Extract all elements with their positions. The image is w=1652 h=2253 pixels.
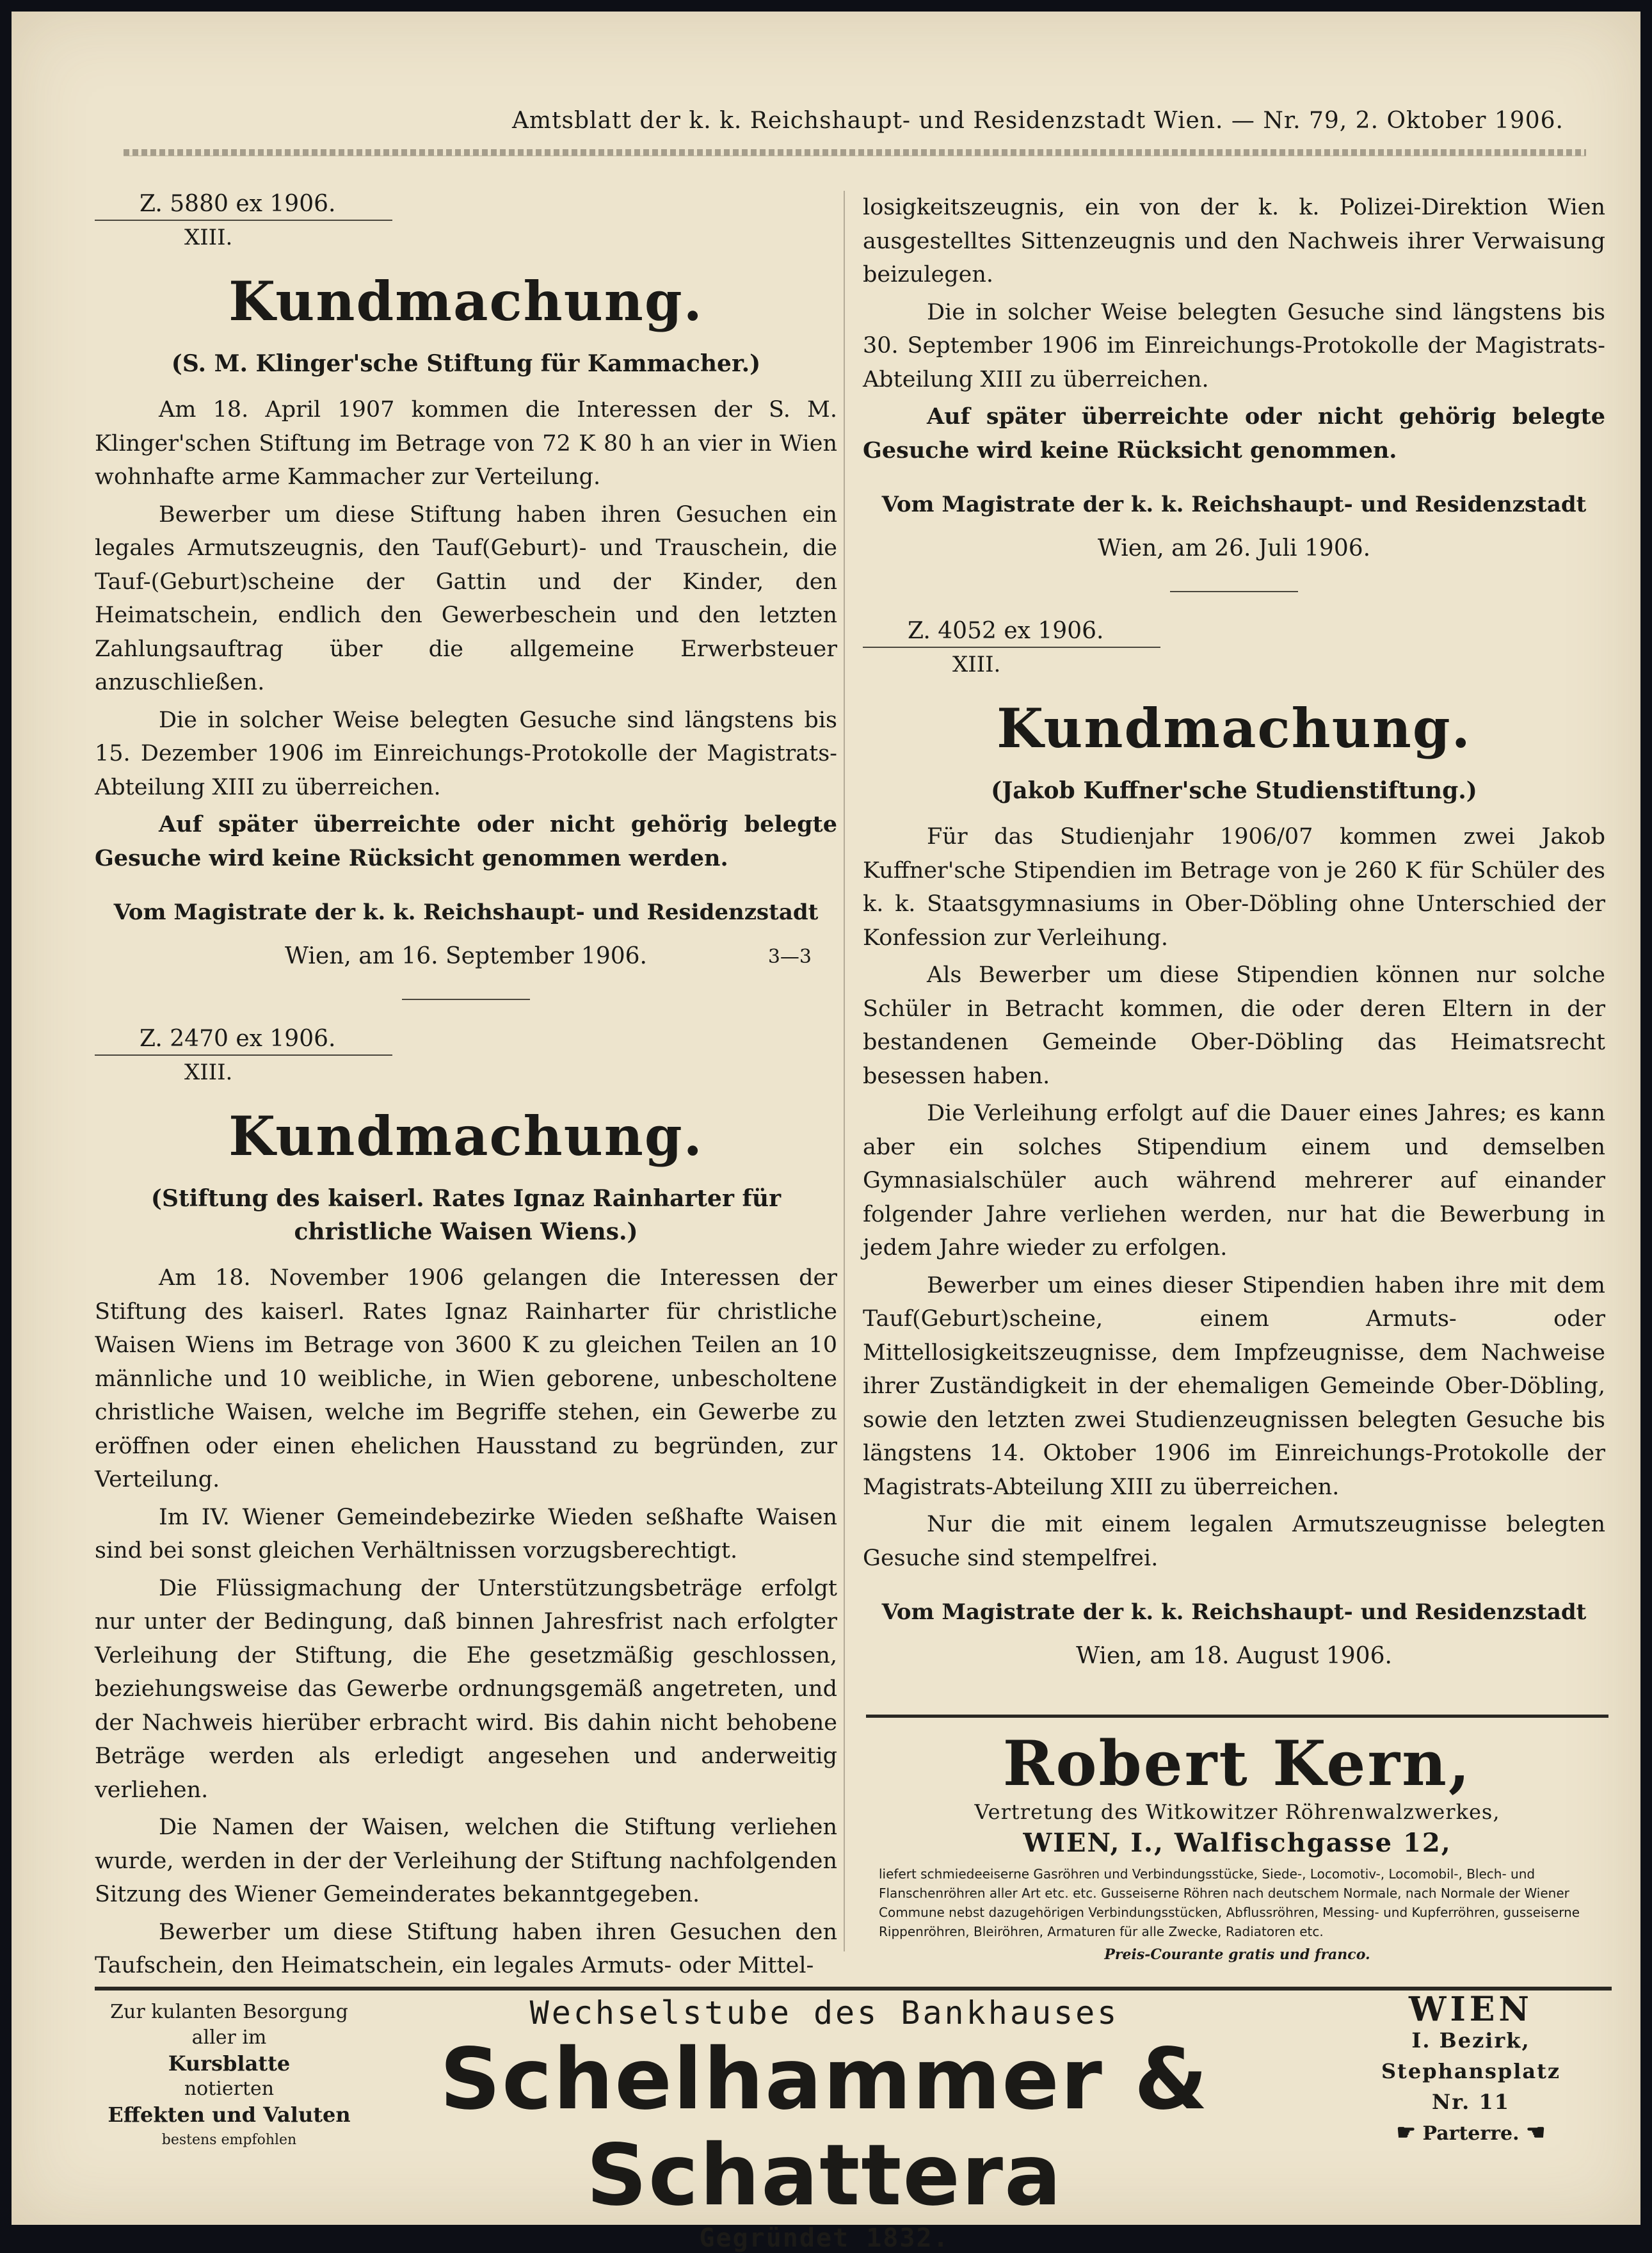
notice-number: Z. 5880 ex 1906. bbox=[95, 191, 392, 221]
newspaper-page bbox=[12, 12, 1640, 2253]
dateline: Wien, am 18. August 1906. bbox=[1076, 1643, 1392, 1669]
right-column bbox=[863, 191, 1605, 1669]
notice-subtitle: (Jakob Kuffner'sche Studienstiftung.) bbox=[991, 777, 1477, 804]
pointing-hand-left-icon: ☚ bbox=[1526, 2120, 1546, 2145]
running-head: Amtsblatt der k. k. Reichshaupt- und Residenzstadt Wien. — Nr. 79, 2. Oktober 1906. bbox=[511, 108, 1564, 134]
bank-floor bbox=[1336, 2117, 1605, 2149]
notice-subtitle: (Stiftung des kaiserl. Rates Ignaz Rainharter für christliche Waisen Wiens.) bbox=[150, 1185, 782, 1245]
paragraph: Die Flüssigmachung der Unterstützungsbeträge erfolgt nur unter der Bedingung, daß binnen Jahresfrist nach erfolgter Verleihung der Stiftung, die Ehe gesetzmäßig geschlossen, beziehungsweise das Gewerbe ordnungsgemäß angetreten, und der Nachweis hierüber erbracht wird. Bis dahin nicht behobene Beträge werden als erledigt angesehen und anderweitig verliehen. bbox=[95, 1575, 837, 1803]
bank-left-line: Zur kulanten Besorgung bbox=[110, 2001, 348, 2023]
paragraph: Am 18. November 1906 gelangen die Interessen der Stiftung des kaiserl. Rates Ignaz Rainharter für christliche Waisen Wiens im Betrage von 3600 K zu gleichen Teilen an 10 männliche und 10 weibliche, in Wien geborene, unbescholtene christliche Waisen, welche im Begriffe stehen, ein Gewerbe zu eröffnen oder einen ehelichen Hausstand zu begründen, zur Verteilung. bbox=[95, 1265, 837, 1492]
bank-pre-title: Wechselstube des Bankhauses bbox=[529, 1994, 1119, 2031]
signer: Vom Magistrate der k. k. Reichshaupt- und Residenzstadt bbox=[113, 900, 819, 925]
notice-number: Z. 2470 ex 1906. bbox=[95, 1026, 392, 1056]
column-divider bbox=[844, 191, 845, 1951]
notice-kuffner bbox=[863, 618, 1605, 1669]
paragraph: Als Bewerber um diese Stipendien können nur solche Schüler in Betracht kommen, die oder deren Eltern in der bestandenen Gemeinde Ober-Döbling das Heimatsrecht besessen haben. bbox=[863, 962, 1605, 1089]
signer: Vom Magistrate der k. k. Reichshaupt- und Residenzstadt bbox=[881, 1599, 1587, 1625]
paragraph: Bewerber um eines dieser Stipendien haben ihre mit dem Tauf(Geburt)scheine, einem Armuts- oder Mittellosigkeitszeugnisse, dem Impfzeugnisse, dem Nachweise ihrer Zuständigkeit in der ehemaligen Gemeinde Ober-Döbling, sowie den letzten zwei Studienzeugnissen belegten Gesuche bis längstens 14. Oktober 1906 im Einreichungs-Protokolle der Magistrats-Abteilung XIII zu überreichen. bbox=[863, 1272, 1605, 1500]
paragraph: Die Namen der Waisen, welchen die Stiftung verliehen wurde, werden in der der Verleihung der Stiftung nachfolgenden Sitzung des Wiener Gemeinderates bekanntgegeben. bbox=[95, 1814, 837, 1907]
department: XIII. bbox=[952, 652, 1001, 677]
bank-floor-label: Parterre. bbox=[1422, 2122, 1520, 2145]
price-note: Preis-Courante gratis und franco. bbox=[1104, 1946, 1370, 1963]
notice-rainharter-continued bbox=[863, 191, 1605, 561]
dateline bbox=[95, 943, 837, 969]
bank-left-line: bestens empfohlen bbox=[161, 2132, 297, 2148]
paragraph: Die in solcher Weise belegten Gesuche sind längstens bis 15. Dezember 1906 im Einreichungs-Protokolle der Magistrats-Abteilung XIII zu überreichen. bbox=[95, 707, 837, 800]
bank-city: WIEN bbox=[1409, 1990, 1533, 2029]
bank-name: Schelhammer & Schattera bbox=[440, 2030, 1209, 2225]
bank-left-line: notierten bbox=[184, 2078, 275, 2100]
advertisement-robert-kern bbox=[866, 1715, 1608, 1963]
bank-right-block bbox=[1336, 1990, 1605, 2149]
paragraph: Bewerber um diese Stiftung haben ihren Gesuchen den Taufschein, den Heimatschein, ein legales Armuts- oder Mittel- bbox=[95, 1919, 837, 1978]
paragraph: Am 18. April 1907 kommen die Interessen der S. M. Klinger'schen Stiftung im Betrage von 72 K 80 h an vier in Wien wohnhafte arme Kammacher zur Verteilung. bbox=[95, 397, 837, 490]
bank-founded: Gegründet 1832. bbox=[699, 2224, 950, 2253]
signer: Vom Magistrate der k. k. Reichshaupt- und Residenzstadt bbox=[881, 492, 1587, 517]
separator bbox=[402, 999, 530, 1000]
advertisement-bank bbox=[95, 1987, 1612, 2253]
notice-rainharter bbox=[95, 1026, 837, 1983]
paragraph: Die in solcher Weise belegten Gesuche sind längstens bis 30. September 1906 im Einreichungs-Protokolle der Magistrats-Abteilung XIII zu überreichen. bbox=[863, 299, 1605, 392]
paragraph: Für das Studienjahr 1906/07 kommen zwei Jakob Kuffner'sche Stipendien im Betrage von je 260 K für Schüler des k. k. Staatsgymnasiums in Ober-Döbling ohne Unterschied der Konfession zur Verleihung. bbox=[863, 824, 1605, 951]
pointing-hand-icon: ☛ bbox=[1396, 2120, 1416, 2145]
bank-left-line: Kursblatte bbox=[168, 2051, 291, 2076]
paragraph: Nur die mit einem legalen Armutszeugnisse belegten Gesuche sind stempelfrei. bbox=[863, 1512, 1605, 1571]
dateline-text: Wien, am 16. September 1906. bbox=[285, 943, 647, 969]
bank-left-line: aller im bbox=[191, 2026, 267, 2049]
advertiser-details: liefert schmiedeeiserne Gasröhren und Verbindungsstücke, Siede-, Locomotiv-, Locomobil-, Blech- und Flanschenröhren aller Art etc. etc. Gusseiserne Röhren nach deutschem Normale, nach Normale der Wiener Commune nebst dazugehörigen Verbindungsstücken, Abflussröhren, Messing- und Kupferröhren, gusseiserne Rippenröhren, Bleiröhren, Armaturen für alle Zwecke, Radiatoren etc. bbox=[879, 1866, 1580, 1939]
notice-number: Z. 4052 ex 1906. bbox=[863, 618, 1160, 648]
paragraph: Die Verleihung erfolgt auf die Dauer eines Jahres; es kann aber ein solches Stipendium einem und demselben Gymnasialschüler auch während mehrerer auf einander folgender Jahre verliehen werden, nur hat die Bewerbung in jedem Jahre wieder zu erfolgen. bbox=[863, 1101, 1605, 1261]
left-column bbox=[95, 191, 837, 1987]
bold-paragraph: Auf später überreichte oder nicht gehörig belegte Gesuche wird keine Rücksicht genommen. bbox=[863, 403, 1605, 464]
department: XIII. bbox=[184, 225, 233, 250]
notice-title: Kundmachung. bbox=[997, 697, 1472, 760]
header-rule bbox=[124, 149, 1586, 156]
bank-center-block bbox=[338, 1994, 1311, 2253]
paragraph: losigkeitszeugnis, ein von der k. k. Polizei-Direktion Wien ausgestelltes Sittenzeugnis und den Nachweis ihrer Verwaisung beizulegen. bbox=[863, 195, 1605, 287]
bank-street: Stephansplatz bbox=[1381, 2059, 1561, 2083]
dateline: Wien, am 26. Juli 1906. bbox=[1097, 535, 1371, 561]
notice-subtitle: (S. M. Klinger'sche Stiftung für Kammacher.) bbox=[171, 350, 761, 377]
bank-district: I. Bezirk, bbox=[1411, 2028, 1530, 2053]
paragraph: Im IV. Wiener Gemeindebezirke Wieden seßhafte Waisen sind bei sonst gleichen Verhältnissen vorzugsberechtigt. bbox=[95, 1504, 837, 1563]
paragraph: Bewerber um diese Stiftung haben ihren Gesuchen ein legales Armutszeugnis, den Tauf(Geburt)- und Trauschein, die Tauf-(Geburt)scheine der Gattin und der Kinder, den Heimatschein, endlich den Gewerbeschein und den letzten Zahlungsauftrag über die allgemeine Erwerbsteuer anzuschließen. bbox=[95, 501, 837, 695]
bank-number: Nr. 11 bbox=[1432, 2090, 1510, 2114]
bank-left-block bbox=[108, 1999, 351, 2153]
notice-title: Kundmachung. bbox=[229, 270, 703, 333]
advertiser-address: WIEN, I., Walfischgasse 12, bbox=[1023, 1828, 1452, 1858]
bank-left-line: Effekten und Valuten bbox=[108, 2103, 351, 2127]
notice-klinger bbox=[95, 191, 837, 969]
separator bbox=[1170, 591, 1298, 592]
advertiser-tagline: Vertretung des Witkowitzer Röhrenwalzwerkes, bbox=[974, 1800, 1500, 1824]
department: XIII. bbox=[184, 1060, 233, 1085]
advertiser-name: Robert Kern, bbox=[1002, 1727, 1472, 1800]
notice-title: Kundmachung. bbox=[229, 1104, 703, 1168]
reference-mark: 3—3 bbox=[767, 946, 812, 968]
bold-paragraph: Auf später überreichte oder nicht gehörig belegte Gesuche wird keine Rücksicht genommen werden. bbox=[95, 811, 837, 871]
